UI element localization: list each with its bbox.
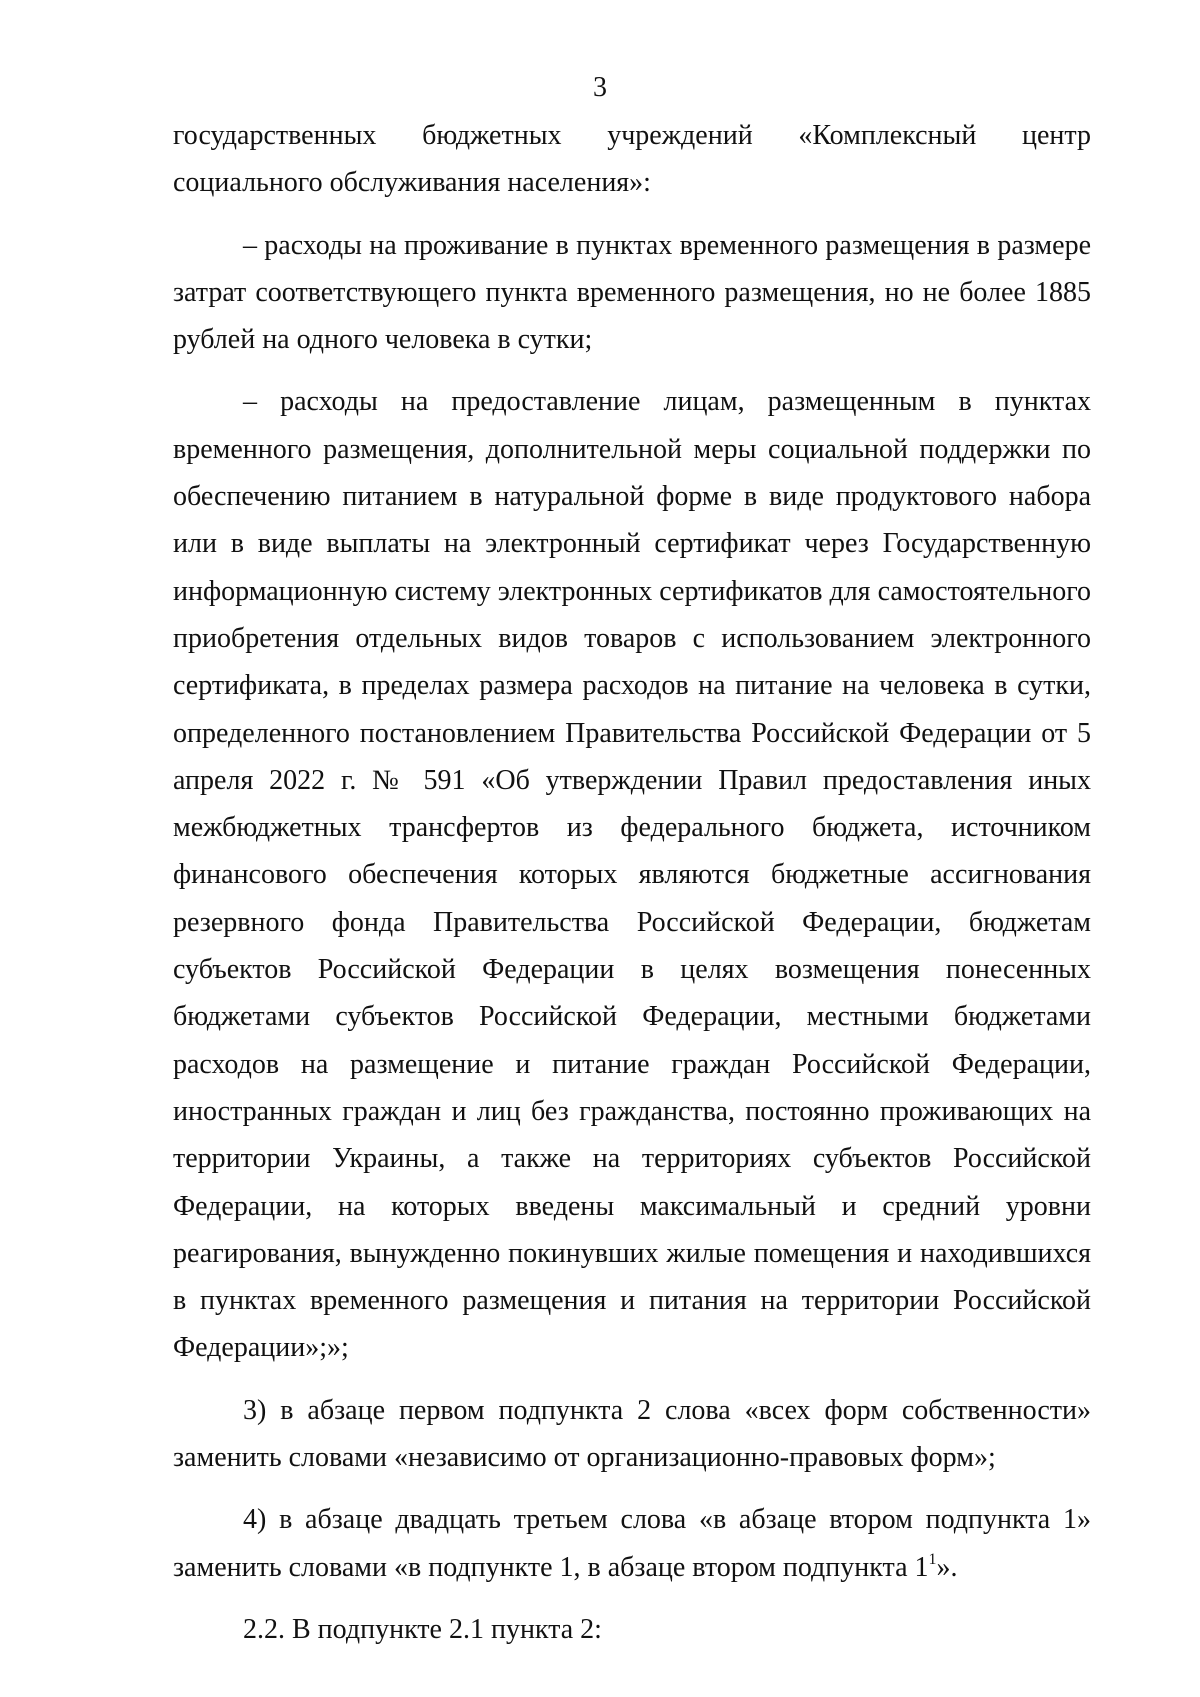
paragraph-continuation-line1: государственных бюджетных учреждений «Комплексный центр <box>173 120 1091 151</box>
paragraph-item-4-text: 4) в абзаце двадцать третьем слова «в абзаце втором подпункта 1» заменить словами «в подпункте 1, в абзаце втором подпункта 1 <box>173 1504 1091 1583</box>
paragraph-continuation-line2: социального обслуживания населения»: <box>173 167 651 199</box>
paragraph-item-4-end: ». <box>936 1551 958 1583</box>
paragraph-food-support-costs: – расходы на предоставление лицам, размещенным в пунктах временного размещения, дополнительной меры социальной поддержки по обеспечению питанием в натуральной форме в виде продуктового набора или в виде выплаты на электронный сертификат через Государственную информационную систему электронных сертификатов для самостоятельного приобретения отдельных видов товаров с использованием электронного сертификата, в пределах размера расходов на питание на человека в сутки, определенного постановлением Правительства Российской Федерации от 5 апреля 2022 г. № 591 «Об утверждении Правил предоставления иных межбюджетных трансфертов из федерального бюджета, источником финансового обеспечения которых являются бюджетные ассигнования резервного фонда Правительства Российской Федерации, бюджетам субъектов Российской Федерации в целях возмещения понесенных бюджетами субъектов Российской Федерации, местными бюджетами расходов на размещение и питание граждан Российской Федерации, иностранных граждан и лиц без гражданства, постоянно проживающих на территории Украины, а также на территориях субъектов Российской Федерации, на которых введены максимальный и средний уровни реагирования, вынужденно покинувших жилые помещения и находившихся в пунктах временного размещения и питания на территории Российской Федерации»;»; <box>173 386 1091 1364</box>
document-body <box>173 112 1091 1653</box>
paragraph-accommodation-costs: – расходы на проживание в пунктах временного размещения в размере затрат соответствующего пункта временного размещения, но не более 1885 рублей на одного человека в сутки; <box>173 229 1091 356</box>
paragraph-section-2-2: 2.2. В подпункте 2.1 пункта 2: <box>243 1613 602 1645</box>
paragraph-item-4 <box>173 1496 1091 1591</box>
paragraph-item-3: 3) в абзаце первом подпункта 2 слова «всех форм собственности» заменить словами «независимо от организационно-правовых форм»; <box>173 1394 1091 1474</box>
superscript-marker: 1 <box>928 1550 937 1568</box>
page-number: 3 <box>593 72 607 103</box>
